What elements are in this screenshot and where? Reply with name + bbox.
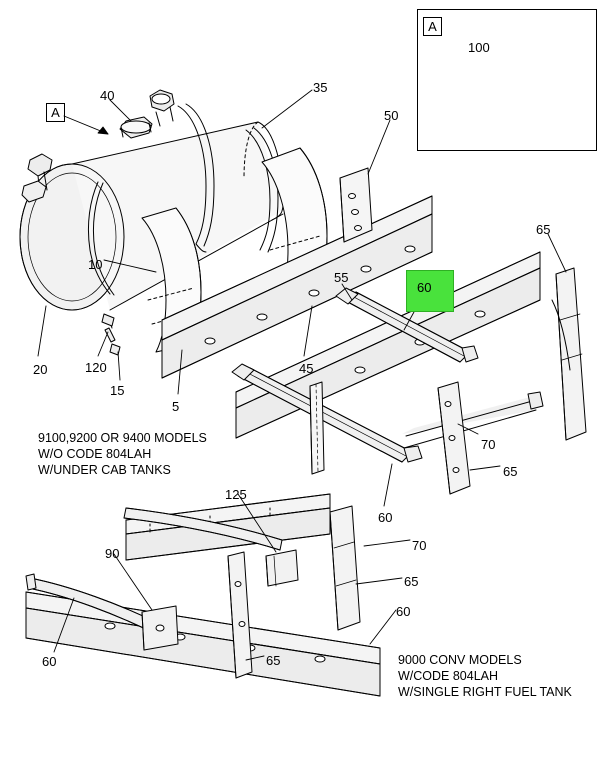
callout-70-upper: 70 bbox=[481, 437, 496, 452]
callout-60-lower-left: 60 bbox=[42, 654, 57, 669]
callout-20: 20 bbox=[33, 362, 48, 377]
callout-55: 55 bbox=[334, 270, 349, 285]
detail-view-box bbox=[417, 9, 597, 151]
callout-40: 40 bbox=[100, 88, 115, 103]
callout-65-upper-right: 65 bbox=[536, 222, 551, 237]
callout-35: 35 bbox=[313, 80, 328, 95]
callout-65-lower-center: 65 bbox=[266, 653, 281, 668]
callout-125: 125 bbox=[225, 487, 247, 502]
callout-120: 120 bbox=[85, 360, 107, 375]
caption-upper-line-2: W/O CODE 804LAH bbox=[38, 447, 152, 461]
callout-70-lower: 70 bbox=[412, 538, 427, 553]
callout-15: 15 bbox=[110, 383, 125, 398]
caption-lower-line-2: W/CODE 804LAH bbox=[398, 669, 499, 683]
callout-90: 90 bbox=[105, 546, 120, 561]
callout-50: 50 bbox=[384, 108, 399, 123]
section-label-a-main: A bbox=[46, 103, 65, 122]
caption-upper-line-1: 9100,9200 OR 9400 MODELS bbox=[38, 431, 207, 445]
callout-100: 100 bbox=[468, 40, 490, 55]
caption-lower bbox=[398, 652, 572, 700]
caption-upper bbox=[38, 430, 207, 478]
caption-upper-line-3: W/UNDER CAB TANKS bbox=[38, 463, 171, 477]
callout-60-lower-right: 60 bbox=[396, 604, 411, 619]
callout-65-mid-right: 65 bbox=[503, 464, 518, 479]
section-label-a-detail: A bbox=[423, 17, 442, 36]
callout-5: 5 bbox=[172, 399, 180, 414]
callout-65-lower-right: 65 bbox=[404, 574, 419, 589]
caption-lower-line-3: W/SINGLE RIGHT FUEL TANK bbox=[398, 685, 572, 699]
callout-45: 45 bbox=[299, 361, 314, 376]
caption-lower-line-1: 9000 CONV MODELS bbox=[398, 653, 522, 667]
highlight-label-60: 60 bbox=[417, 280, 432, 295]
callout-10: 10 bbox=[88, 257, 103, 272]
callout-60-mid: 60 bbox=[378, 510, 393, 525]
